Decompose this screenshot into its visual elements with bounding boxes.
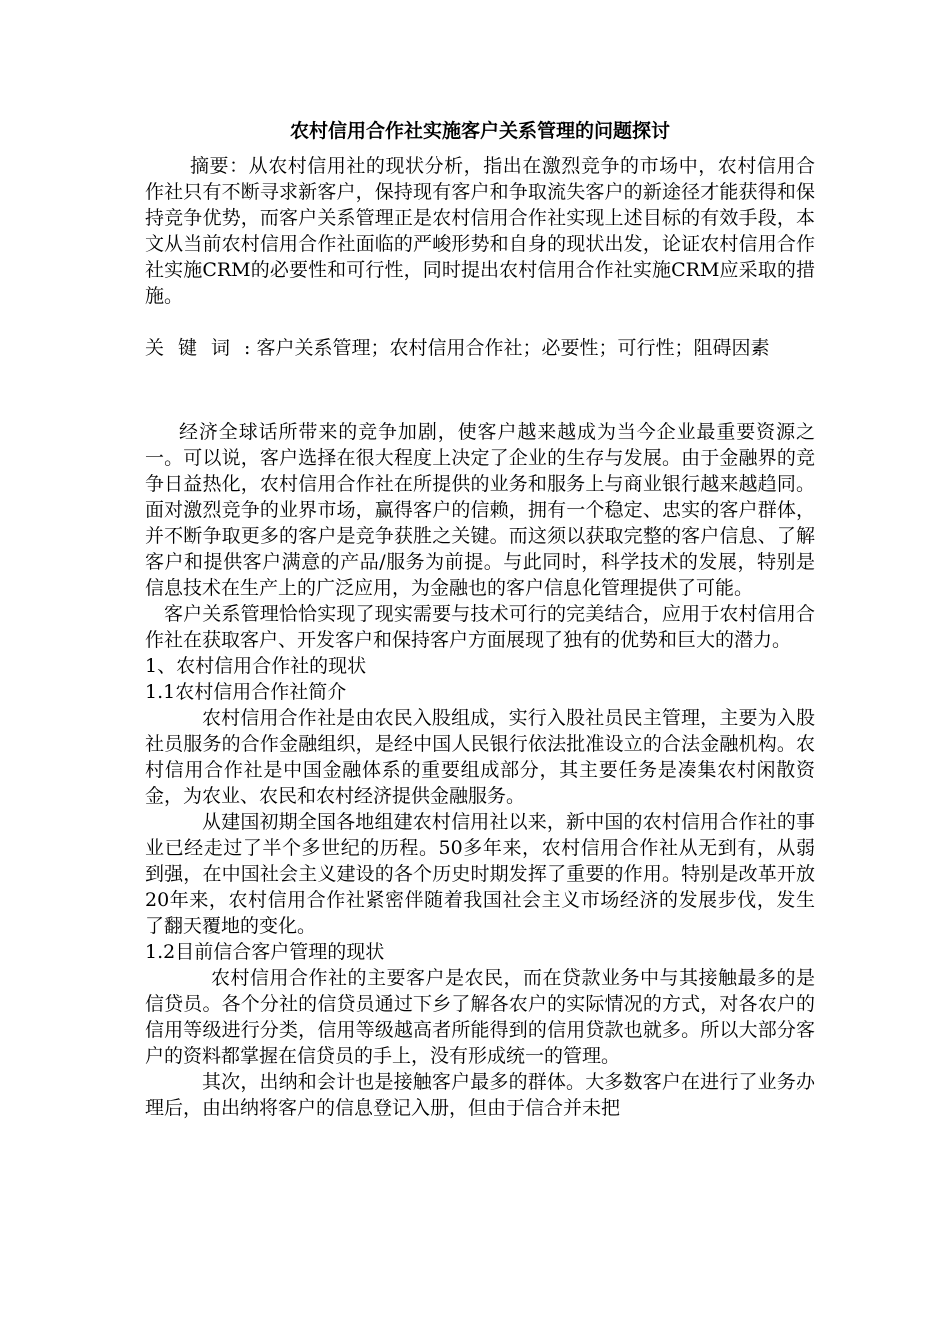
body-paragraph: 经济全球话所带来的竞争加剧，使客户越来越成为当今企业最重要资源之一。可以说，客户选择在很大程度上决定了企业的生存与发展。由于金融界的竞争日益热化，农村信用合作社在所提供的业务和服务上与商业银行越来越趋同。面对激烈竞争的业界市场，赢得客户的信赖，拥有一个稳定、忠实的客户群体，并不断争取更多的客户是竞争获胜之关键。而这须以获取完整的客户信息、了解客户和提供客户满意的产品/服务为前提。与此同时，科学技术的发展，特别是信息技术在生产上的广泛应用，为金融也的客户信息化管理提供了可能。	[145, 421, 815, 599]
subsection-heading: 1.2目前信合客户管理的现状	[145, 941, 385, 963]
body-paragraph: 农村信用合作社是由农民入股组成，实行入股社员民主管理，主要为入股社员服务的合作金融组织，是经中国人民银行依法批准设立的合法金融机构。农村信用合作社是中国金融体系的重要组成部分，其主要任务是凑集农村闲散资金，为农业、农民和农村经济提供金融服务。	[145, 707, 815, 807]
body-paragraph: 客户关系管理恰恰实现了现实需要与技术可行的完美结合，应用于农村信用合作社在获取客户、开发客户和保持客户方面展现了独有的优势和巨大的潜力。	[145, 603, 815, 651]
body-paragraph: 农村信用合作社的主要客户是农民，而在贷款业务中与其接触最多的是信贷员。各个分社的信贷员通过下乡了解各农户的实际情况的方式，对各农户的信用等级进行分类，信用等级越高者所能得到的信用贷款也就多。所以大部分客户的资料都掌握在信贷员的手上，没有形成统一的管理。	[145, 967, 815, 1067]
body-paragraph: 从建国初期全国各地组建农村信用社以来，新中国的农村信用合作社的事业已经走过了半个多世纪的历程。50多年来，农村信用合作社从无到有，从弱到强，在中国社会主义建设的各个历史时期发挥了重要的作用。特别是改革开放20年来，农村信用合作社紧密伴随着我国社会主义市场经济的发展步伐，发生了翻天覆地的变化。	[145, 811, 815, 937]
keywords-line	[145, 335, 815, 361]
keywords-label: 关键词	[145, 337, 245, 359]
subsection-heading: 1.1农村信用合作社简介	[145, 681, 347, 703]
abstract-paragraph: 摘要：从农村信用社的现状分析，指出在激烈竞争的市场中，农村信用合作社只有不断寻求新客户，保持现有客户和争取流失客户的新途径才能获得和保持竞争优势，而客户关系管理正是农村信用合作社实现上述目标的有效手段，本文从当前农村信用合作社面临的严峻形势和自身的现状出发，论证农村信用合作社实施CRM的必要性和可行性，同时提出农村信用合作社实施CRM应采取的措施。	[145, 155, 815, 307]
body-paragraph: 其次，出纳和会计也是接触客户最多的群体。大多数客户在进行了业务办理后，由出纳将客户的信息登记入册，但由于信合并未把	[145, 1071, 815, 1119]
document-title: 农村信用合作社实施客户关系管理的问题探讨	[289, 120, 670, 142]
document-body	[145, 117, 815, 1121]
keywords-text: : 客户关系管理；农村信用合作社；必要性；可行性；阻碍因素	[244, 337, 770, 359]
section-heading: 1、农村信用合作社的现状	[145, 655, 367, 677]
